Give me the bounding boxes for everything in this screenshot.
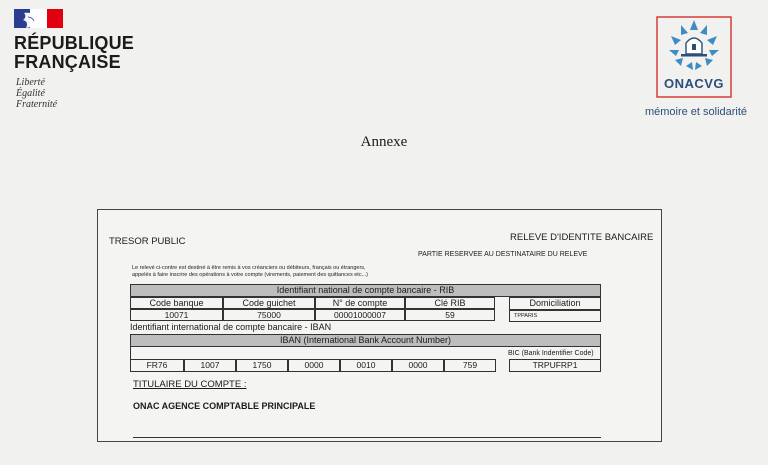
code-banque-header: Code banque [130, 297, 223, 309]
reserved-section-label: PARTIE RESERVEE AU DESTINATAIRE DU RELEVE [418, 251, 588, 258]
code-guichet-value: 75000 [223, 309, 315, 321]
bottom-rule [133, 437, 601, 438]
tresor-public-label: TRESOR PUBLIC [109, 236, 186, 247]
iban-part-6: 0000 [392, 359, 444, 372]
onacvg-tagline: mémoire et solidarité [644, 106, 748, 118]
iban-part-7: 759 [444, 359, 496, 372]
iban-part-2: 1007 [184, 359, 236, 372]
rib-national-header: Identifiant national de compte bancaire - RIB [130, 284, 601, 297]
numero-compte-header: N° de compte [315, 297, 405, 309]
bic-value: TRPUFRP1 [509, 359, 601, 372]
marianne-flag-logo [14, 9, 63, 28]
code-guichet-header: Code guichet [223, 297, 315, 309]
rib-title: RELEVE D'IDENTITE BANCAIRE [510, 232, 654, 243]
iban-part-5: 0010 [340, 359, 392, 372]
iban-section-label: Identifiant international de compte bancaire - IBAN [130, 322, 332, 332]
iban-part-4: 0000 [288, 359, 340, 372]
annexe-title: Annexe [360, 134, 408, 150]
onacvg-logo [655, 16, 733, 98]
notice-line-1: Le relevé ci-contre est destiné à être remis à vos créanciers ou débiteurs, français ou étrangers, [132, 265, 366, 271]
notice-line-2: appelés à faire inscrire des opérations à votre compte (virements, paiement des quittances etc...) [132, 272, 369, 278]
republique-francaise-title [14, 34, 134, 72]
code-banque-value: 10071 [130, 309, 223, 321]
iban-part-3: 1750 [236, 359, 288, 372]
iban-part-1: FR76 [130, 359, 184, 372]
cle-rib-value: 59 [405, 309, 495, 321]
numero-compte-value: 00001000007 [315, 309, 405, 321]
account-holder-name: ONAC AGENCE COMPTABLE PRINCIPALE [133, 401, 316, 411]
domiciliation-value: TPPARIS [509, 310, 601, 322]
domiciliation-header: Domiciliation [509, 297, 601, 310]
bic-label: BIC (Bank Indentifier Code) [508, 350, 594, 357]
iban-header: IBAN (International Bank Account Number) [130, 334, 601, 347]
rib-card [97, 209, 662, 442]
republic-line-1: RÉPUBLIQUE [14, 33, 135, 53]
motto-egalite: Égalité [16, 88, 45, 99]
national-motto [16, 77, 57, 110]
cle-rib-header: Clé RIB [405, 297, 495, 309]
account-holder-label: TITULAIRE DU COMPTE : [133, 379, 247, 390]
motto-liberte: Liberté [16, 77, 45, 88]
republic-line-2: FRANÇAISE [14, 52, 121, 72]
onacvg-logo-text: ONACVG [663, 76, 725, 91]
motto-fraternite: Fraternité [16, 99, 58, 110]
